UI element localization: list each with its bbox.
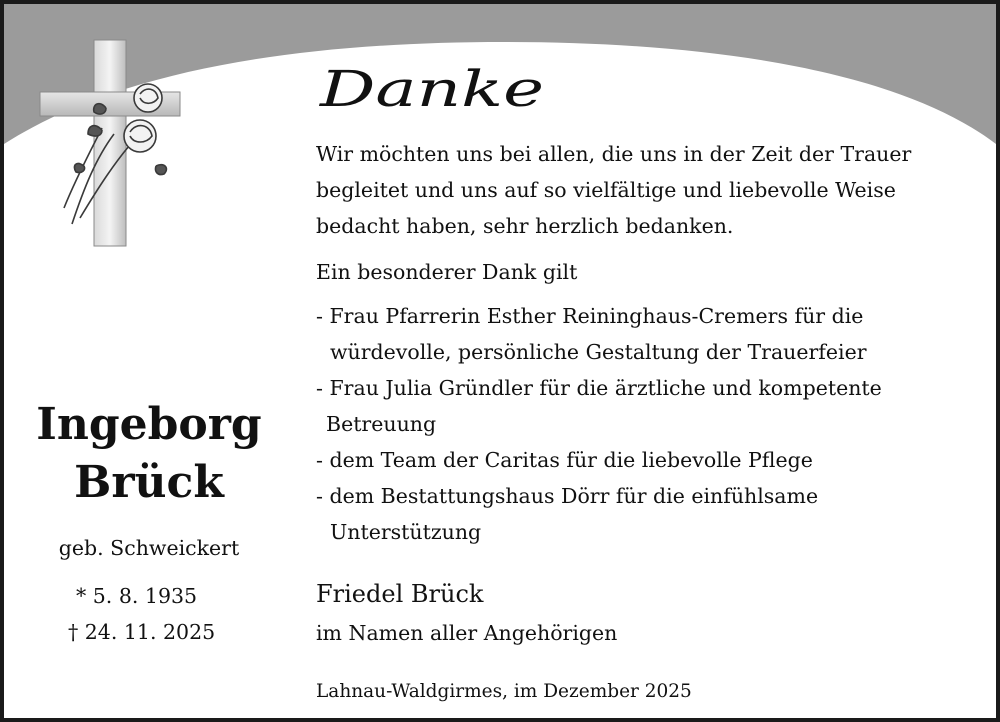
death-date: † 24. 11. 2025: [68, 620, 216, 644]
deceased-name: [4, 396, 294, 512]
list-item-line: - dem Team der Caritas für die liebevolle Pflege: [316, 448, 813, 472]
heading-danke: [316, 48, 556, 128]
cross-icon: [40, 40, 180, 246]
list-item: [316, 478, 996, 550]
intro-line: begleitet und uns auf so vielfältige und liebevolle Weise: [316, 178, 896, 202]
intro-line: Wir möchten uns bei allen, die uns in der Zeit der Trauer: [316, 142, 912, 166]
last-name: Brück: [74, 457, 224, 508]
maiden-name: geb. Schweickert: [58, 536, 240, 560]
list-item-line: Betreuung: [326, 412, 437, 436]
list-item-line: würdevolle, persönliche Gestaltung der Trauerfeier: [330, 340, 867, 364]
special-thanks-intro: Ein besonderer Dank gilt: [316, 260, 578, 284]
list-item: [316, 298, 996, 370]
list-item: [316, 442, 996, 478]
first-name: Ingeborg: [36, 399, 262, 450]
signer-name: Friedel Brück: [316, 580, 484, 608]
birth-date: * 5. 8. 1935: [76, 584, 198, 608]
thanks-list: [316, 298, 996, 550]
list-item-line: - Frau Julia Gründler für die ärztliche und kompetente: [316, 376, 882, 400]
list-item-line: - Frau Pfarrerin Esther Reininghaus-Cremers für die: [316, 304, 864, 328]
cross-with-roses-illustration: [36, 38, 186, 250]
intro-line: bedacht haben, sehr herzlich bedanken.: [316, 214, 734, 238]
intro-paragraph: [316, 136, 986, 244]
list-item-line: Unterstützung: [330, 520, 482, 544]
signer-subline: im Namen aller Angehörigen: [316, 621, 618, 645]
heading-text: Danke: [318, 60, 544, 118]
list-item: [316, 370, 996, 442]
list-item-line: - dem Bestattungshaus Dörr für die einfühlsame: [316, 484, 819, 508]
place-and-date: Lahnau-Waldgirmes, im Dezember 2025: [316, 681, 692, 702]
